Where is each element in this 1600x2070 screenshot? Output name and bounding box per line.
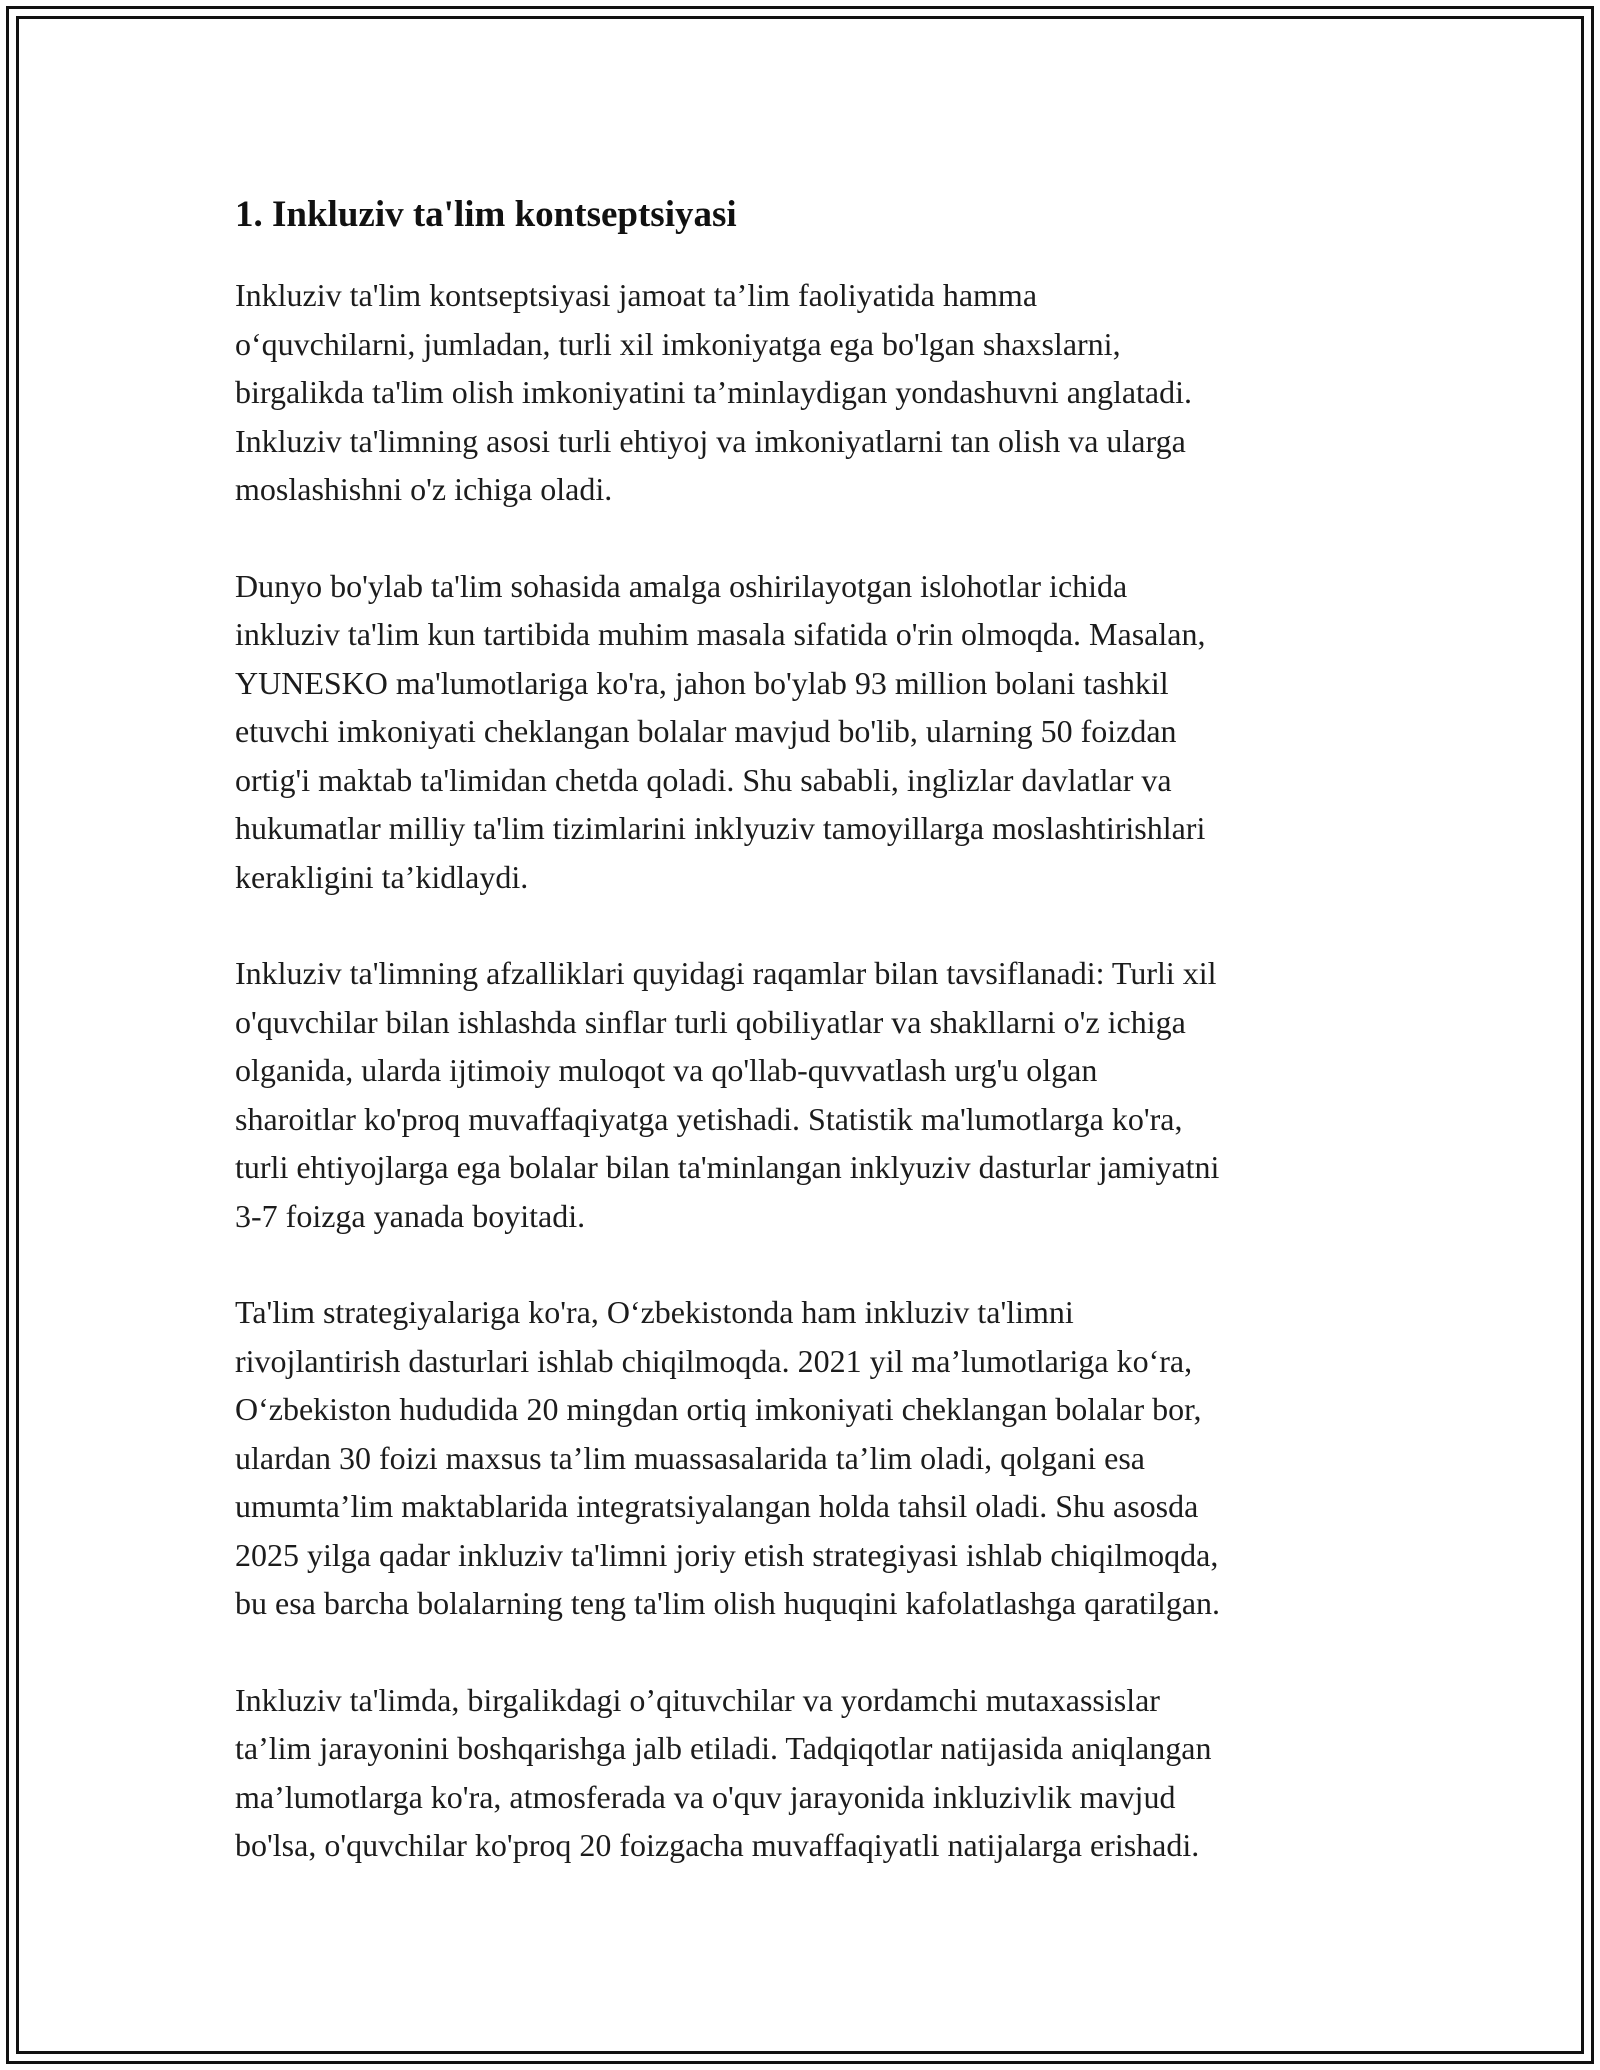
- text-line: o‘quvchilarni, jumladan, turli xil imkoniyatga ega bo'lgan shaxslarni,: [235, 325, 1121, 362]
- text-line: olganida, ularda ijtimoiy muloqot va qo'llab-quvvatlash urg'u olgan: [235, 1052, 1098, 1088]
- text-line: birgalikda ta'lim olish imkoniyatini ta’minlaydigan yondashuvni anglatadi.: [235, 374, 1193, 410]
- paragraph-world-reforms: [235, 562, 1385, 902]
- text-line: kerakligini ta’kidlaydi.: [235, 858, 529, 895]
- text-line: ta’lim jarayonini boshqarishga jalb etiladi. Tadqiqotlar natijasida aniqlangan: [235, 1730, 1212, 1766]
- text-line: etuvchi imkoniyati cheklangan bolalar mavjud bo'lib, ularning 50 foizdan: [235, 713, 1177, 749]
- text-line: O‘zbekiston hududida 20 mingdan ortiq imkoniyati cheklangan bolalar bor,: [235, 1391, 1202, 1427]
- text-line: inkluziv ta'lim kun tartibida muhim masala sifatida o'rin olmoqda. Masalan,: [235, 616, 1206, 652]
- paragraph-advantages: [235, 949, 1385, 1240]
- text-line: 3-7 foizga yanada boyitadi.: [235, 1197, 586, 1234]
- text-line: hukumatlar milliy ta'lim tizimlarini inklyuziv tamoyillarga moslashtirishlari: [235, 810, 1206, 846]
- text-line: o'quvchilar bilan ishlashda sinflar turli qobiliyatlar va shakllarni o'z ichiga: [235, 1003, 1186, 1040]
- text-line: bu esa barcha bolalarning teng ta'lim olish huquqini kafolatlashga qaratilgan.: [235, 1585, 1221, 1621]
- text-line: Ta'lim strategiyalariga ko'ra, O‘zbekistonda ham inkluziv ta'limni: [235, 1294, 1074, 1330]
- text-line: Dunyo bo'ylab ta'lim sohasida amalga oshirilayotgan islohotlar ichida: [235, 567, 1128, 604]
- text-line: sharoitlar ko'proq muvaffaqiyatga yetishadi. Statistik ma'lumotlarga ko'ra,: [235, 1100, 1183, 1137]
- text-line: turli ehtiyojlarga ega bolalar bilan ta'minlangan inklyuziv dasturlar jamiyatni: [235, 1149, 1220, 1185]
- section-heading: 1. Inkluziv ta'lim kontseptsiyasi: [235, 194, 737, 235]
- text-line: Inkluziv ta'limning asosi turli ehtiyoj va imkoniyatlarni tan olish va ularga: [235, 422, 1186, 459]
- text-line: YUNESKO ma'lumotlariga ko'ra, jahon bo'ylab 93 million bolani tashkil: [235, 664, 1169, 701]
- text-line: Inkluziv ta'limda, birgalikdagi o’qituvchilar va yordamchi mutaxassislar: [235, 1681, 1160, 1718]
- paragraph-uzbekistan-strategy: [235, 1288, 1385, 1628]
- text-line: rivojlantirish dasturlari ishlab chiqilmoqda. 2021 yil ma’lumotlariga ko‘ra,: [235, 1342, 1193, 1379]
- text-line: ma’lumotlarga ko'ra, atmosferada va o'quv jarayonida inkluzivlik mavjud: [235, 1778, 1176, 1815]
- text-line: moslashishni o'z ichiga oladi.: [235, 471, 613, 507]
- text-line: bo'lsa, o'quvchilar ko'proq 20 foizgacha muvaffaqiyatli natijalarga erishadi.: [235, 1827, 1200, 1863]
- text-line: Inkluziv ta'limning afzalliklari quyidagi raqamlar bilan tavsiflanadi: Turli xil: [235, 955, 1217, 991]
- paragraph-concept: [235, 271, 1385, 514]
- document-body: [235, 185, 1385, 1918]
- paragraph-teachers: [235, 1676, 1385, 1870]
- text-line: 2025 yilga qadar inkluziv ta'limni joriy etish strategiyasi ishlab chiqilmoqda,: [235, 1536, 1219, 1573]
- text-line: ortig'i maktab ta'limidan chetda qoladi. Shu sababli, inglizlar davlatlar va: [235, 761, 1172, 798]
- text-line: ulardan 30 foizi maxsus ta’lim muassasalarida ta’lim oladi, qolgani esa: [235, 1439, 1145, 1476]
- text-line: Inkluziv ta'lim kontseptsiyasi jamoat ta’lim faoliyatida hamma: [235, 277, 1038, 313]
- text-line: umumta’lim maktablarida integratsiyalangan holda tahsil oladi. Shu asosda: [235, 1488, 1199, 1524]
